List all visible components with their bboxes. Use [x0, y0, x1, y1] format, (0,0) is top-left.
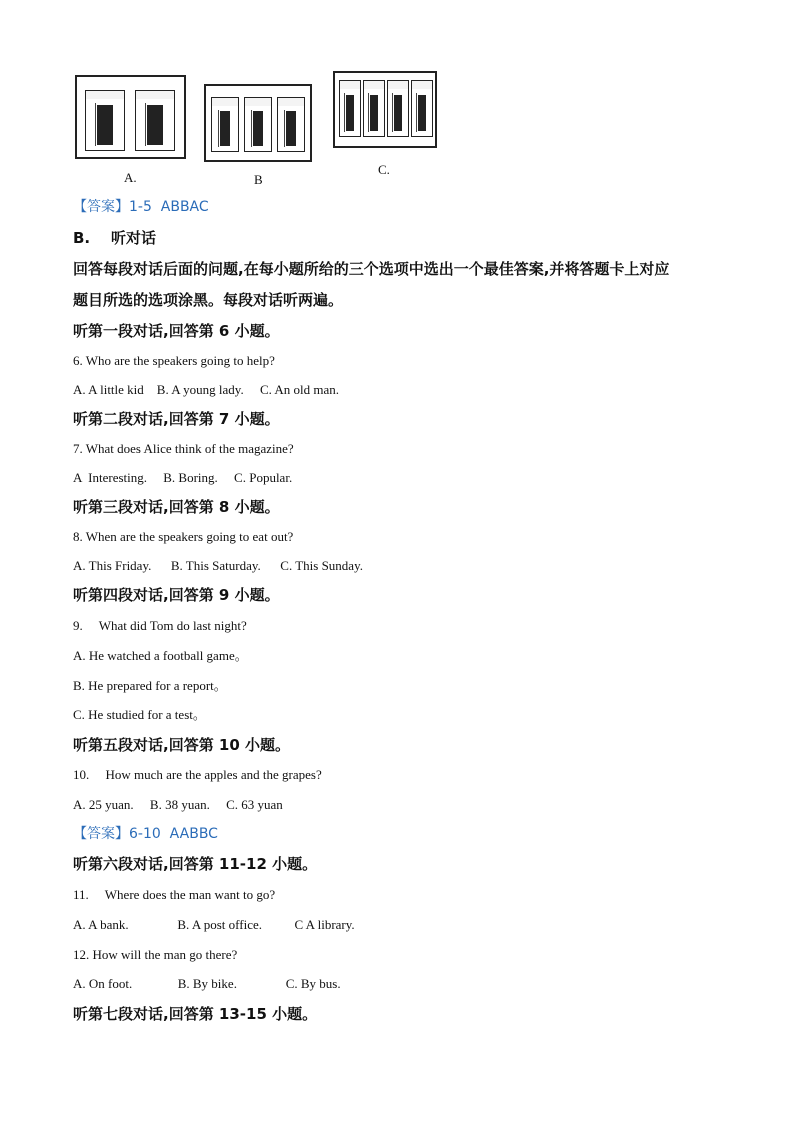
dialogue-heading-11-12: 听第六段对话,回答第 11-12 小题。 — [73, 855, 318, 873]
dialogue-heading-13-15: 听第七段对话,回答第 13-15 小题。 — [73, 1005, 318, 1023]
dialogue-heading-8: 听第三段对话,回答第 8 小题。 — [73, 498, 280, 516]
milk-carton-icon — [339, 87, 361, 137]
answer-key-6-10: 【答案】6-10 AABBC — [73, 826, 218, 842]
picture-option-a — [75, 75, 186, 159]
question-12: 12. How will the man go there? — [73, 947, 238, 962]
picture-label-c: C. — [378, 162, 390, 177]
question-11: 11. Where does the man want to go? — [73, 887, 276, 902]
question-6: 6. Who are the speakers going to help? — [73, 353, 275, 368]
milk-carton-icon — [85, 97, 125, 151]
milk-carton-icon — [387, 87, 409, 137]
milk-carton-icon — [277, 104, 305, 152]
picture-option-c — [333, 71, 437, 148]
picture-option-b — [204, 84, 312, 162]
question-9-option-a: A. He watched a football game。 — [73, 648, 248, 663]
picture-label-b: B — [254, 172, 263, 187]
question-7: 7. What does Alice think of the magazine? — [73, 441, 294, 456]
milk-carton-icon — [411, 87, 433, 137]
question-8: 8. When are the speakers going to eat out? — [73, 529, 294, 544]
question-10-options: A. 25 yuan. B. 38 yuan. C. 63 yuan — [73, 797, 283, 812]
question-8-options: A. This Friday. B. This Saturday. C. This Sunday. — [73, 558, 363, 573]
milk-carton-icon — [211, 104, 239, 152]
question-10: 10. How much are the apples and the grapes? — [73, 767, 322, 782]
instructions-line-2: 题目所选的选项涂黑。每段对话听两遍。 — [73, 291, 344, 309]
dialogue-heading-9: 听第四段对话,回答第 9 小题。 — [73, 586, 280, 604]
question-6-options: A. A little kid B. A young lady. C. An old man. — [73, 382, 340, 397]
section-b-heading: B. 听对话 — [73, 229, 157, 247]
milk-carton-icon — [244, 104, 272, 152]
dialogue-heading-6: 听第一段对话,回答第 6 小题。 — [73, 322, 280, 340]
dialogue-heading-10: 听第五段对话,回答第 10 小题。 — [73, 736, 291, 754]
dialogue-heading-7: 听第二段对话,回答第 7 小题。 — [73, 410, 280, 428]
picture-label-a: A. — [124, 170, 137, 185]
question-9-option-b: B. He prepared for a report。 — [73, 678, 227, 693]
milk-carton-icon — [363, 87, 385, 137]
question-9: 9. What did Tom do last night? — [73, 618, 247, 633]
question-7-options: A Interesting. B. Boring. C. Popular. — [73, 470, 293, 485]
instructions-line-1: 回答每段对话后面的问题,在每小题所给的三个选项中选出一个最佳答案,并将答题卡上对应 — [73, 260, 670, 278]
milk-carton-icon — [135, 97, 175, 151]
question-9-option-c: C. He studied for a test。 — [73, 707, 206, 722]
question-12-options: A. On foot. B. By bike. C. By bus. — [73, 976, 341, 991]
question-11-options: A. A bank. B. A post office. C A library. — [73, 917, 355, 932]
answer-key-1-5: 【答案】1-5 ABBAC — [73, 199, 209, 215]
